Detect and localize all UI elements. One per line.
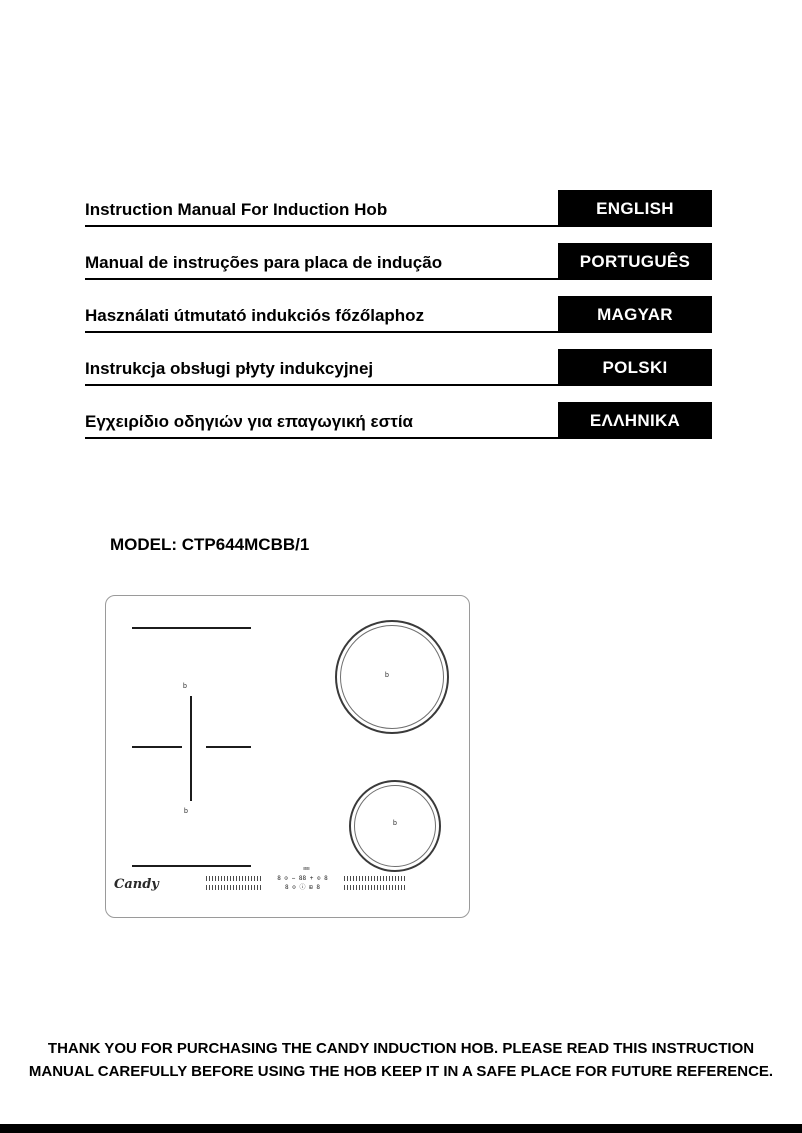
hob-diagram bbox=[105, 595, 470, 918]
divider-line bbox=[85, 437, 558, 439]
manual-title-hungarian: Használati útmutató indukciós főzőlaphoz bbox=[85, 306, 425, 325]
footer-line-2: MANUAL CAREFULLY BEFORE USING THE HOB KEEP IT IN A SAFE PLACE FOR FUTURE REFERENCE. bbox=[28, 1063, 774, 1080]
language-badge-hungarian: MAGYAR bbox=[558, 296, 712, 333]
language-badge-portuguese: PORTUGUÊS bbox=[558, 243, 712, 280]
language-badge-polish: POLSKI bbox=[558, 349, 712, 386]
flex-zone-middle-left-line bbox=[132, 746, 182, 748]
bottom-black-bar bbox=[0, 1124, 802, 1133]
manual-title-english: Instruction Manual For Induction Hob bbox=[85, 200, 388, 219]
control-row-top bbox=[206, 874, 406, 883]
language-row-polish bbox=[85, 349, 712, 386]
slider-ticks-icon bbox=[206, 885, 261, 890]
divider-line bbox=[85, 384, 558, 386]
language-badge-greek: ΕΛΛΗΝΙΚΑ bbox=[558, 402, 712, 439]
slider-ticks-icon bbox=[344, 885, 406, 890]
language-list bbox=[85, 190, 712, 455]
language-row-greek bbox=[85, 402, 712, 439]
language-badge-english: ENGLISH bbox=[558, 190, 712, 227]
language-row-hungarian bbox=[85, 296, 712, 333]
flex-zone-bottom-line bbox=[132, 865, 251, 867]
divider-line bbox=[85, 278, 558, 280]
slider-ticks-icon bbox=[344, 876, 406, 881]
candy-logo: Candy bbox=[114, 877, 159, 892]
zone-marker-small-ring: b bbox=[393, 820, 397, 827]
slider-ticks-icon bbox=[206, 876, 261, 881]
language-row-portuguese bbox=[85, 243, 712, 280]
menu-lines-icon: ≡≡≡ bbox=[303, 866, 309, 872]
control-glyphs-bottom: 8 ⊙ ⓘ ⊞ 8 bbox=[285, 883, 320, 891]
cooking-zone-small-ring bbox=[349, 780, 441, 872]
control-panel bbox=[206, 866, 406, 892]
flex-zone-divider-line bbox=[190, 696, 192, 801]
language-row-english bbox=[85, 190, 712, 227]
model-heading: MODEL: CTP644MCBB/1 bbox=[110, 535, 310, 554]
control-glyphs-top: 8 ⊙ − 88 + ⊙ 8 bbox=[277, 874, 328, 882]
zone-marker-large-ring: b bbox=[385, 672, 389, 679]
zone-marker-flex-top: b bbox=[183, 683, 187, 690]
manual-title-polish: Instrukcja obsługi płyty indukcyjnej bbox=[85, 359, 374, 378]
manual-title-portuguese: Manual de instruções para placa de indução bbox=[85, 253, 443, 272]
manual-title-greek: Εγχειρίδιο οδηγιών για επαγωγική εστία bbox=[85, 412, 413, 431]
cooking-zone-large-ring bbox=[335, 620, 449, 734]
zone-marker-flex-bottom: b bbox=[184, 808, 188, 815]
divider-line bbox=[85, 331, 558, 333]
divider-line bbox=[85, 225, 558, 227]
footer-line-1: THANK YOU FOR PURCHASING THE CANDY INDUCTION HOB. PLEASE READ THIS INSTRUCTION bbox=[47, 1040, 755, 1057]
flex-zone-top-line bbox=[132, 627, 251, 629]
control-row-bottom bbox=[206, 883, 406, 892]
flex-zone-middle-right-line bbox=[206, 746, 251, 748]
footer-notice bbox=[0, 1037, 802, 1083]
